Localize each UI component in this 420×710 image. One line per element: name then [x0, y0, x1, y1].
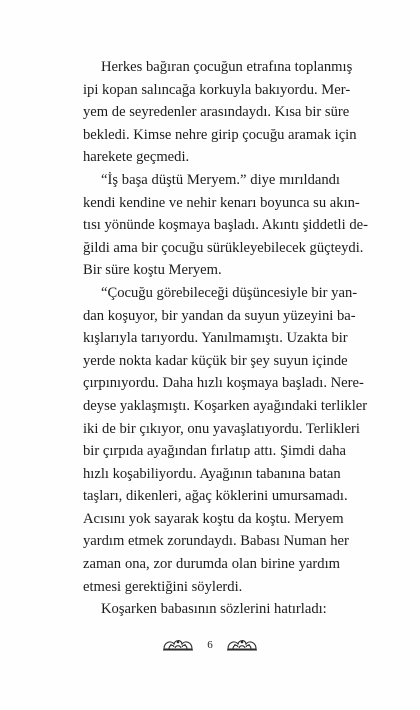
text-line: bir çırpıda ayağından fırlatıp attı. Şimdi daha	[83, 443, 347, 460]
text-line: taşları, dikenleri, ağaç köklerini umursamadı.	[83, 488, 348, 505]
text-line: ğildi ama bir çocuğu sürükleyebilecek güçteydi.	[83, 239, 364, 256]
text-line: iki de bir çıkıyor, onu yavaşlatıyordu. Terlikleri	[83, 420, 360, 437]
text-line: Koşarken babasının sözlerini hatırladı:	[101, 601, 327, 618]
floral-ornament-icon	[161, 636, 195, 654]
text-line: kışlarıyla tarıyordu. Yanılmamıştı. Uzakta bir	[83, 330, 348, 347]
page-number: 6	[207, 639, 213, 651]
text-line: çırpınıyordu. Daha hızlı koşmaya başladı. Nere-	[83, 375, 364, 392]
paragraph	[83, 598, 340, 621]
text-line: yardım etmek zorundaydı. Babası Numan her	[83, 533, 349, 550]
paragraph	[83, 169, 368, 282]
text-line: Herkes bağıran çocuğun etrafına toplanmış	[101, 59, 353, 75]
text-line: dan koşuyor, bir yandan da suyun yüzeyini ba-	[83, 307, 356, 324]
text-line: harekete geçmedi.	[83, 149, 190, 166]
text-line: etmesi gerektiğini söylerdi.	[83, 578, 243, 595]
body-text	[83, 56, 368, 621]
text-line: zaman ona, zor durumda olan birine yardım	[83, 556, 340, 573]
page-footer	[0, 633, 420, 657]
text-line: bekledi. Kimse nehre girip çocuğu aramak için	[83, 126, 357, 143]
text-line: “İş başa düştü Meryem.” diye mırıldandı	[101, 171, 340, 188]
text-line: “Çocuğu görebileceği düşüncesiyle bir yan-	[101, 284, 358, 301]
paragraph	[83, 282, 368, 598]
paragraph	[83, 56, 357, 169]
text-line: kendi kendine ve nehir kenarı boyunca su akın-	[83, 194, 360, 211]
text-line: tısı yönünde koşmaya başladı. Akıntı şiddetli de-	[83, 217, 368, 234]
text-line: hızlı koşabiliyordu. Ayağının tabanına batan	[83, 465, 341, 482]
text-line: yerde nokta kadar küçük bir şey suyun içinde	[83, 352, 348, 369]
text-line: yem de seyredenler arasındaydı. Kısa bir süre	[83, 104, 350, 121]
text-line: ipi kopan salıncağa korkuyla bakıyordu. Mer-	[83, 81, 351, 98]
text-line: Bir süre koştu Meryem.	[83, 262, 222, 279]
floral-ornament-icon	[225, 636, 259, 654]
text-line: Acısını yok sayarak koştu da koştu. Meryem	[83, 510, 344, 527]
text-line: deyse yaklaşmıştı. Koşarken ayağındaki terlikler	[83, 397, 368, 414]
